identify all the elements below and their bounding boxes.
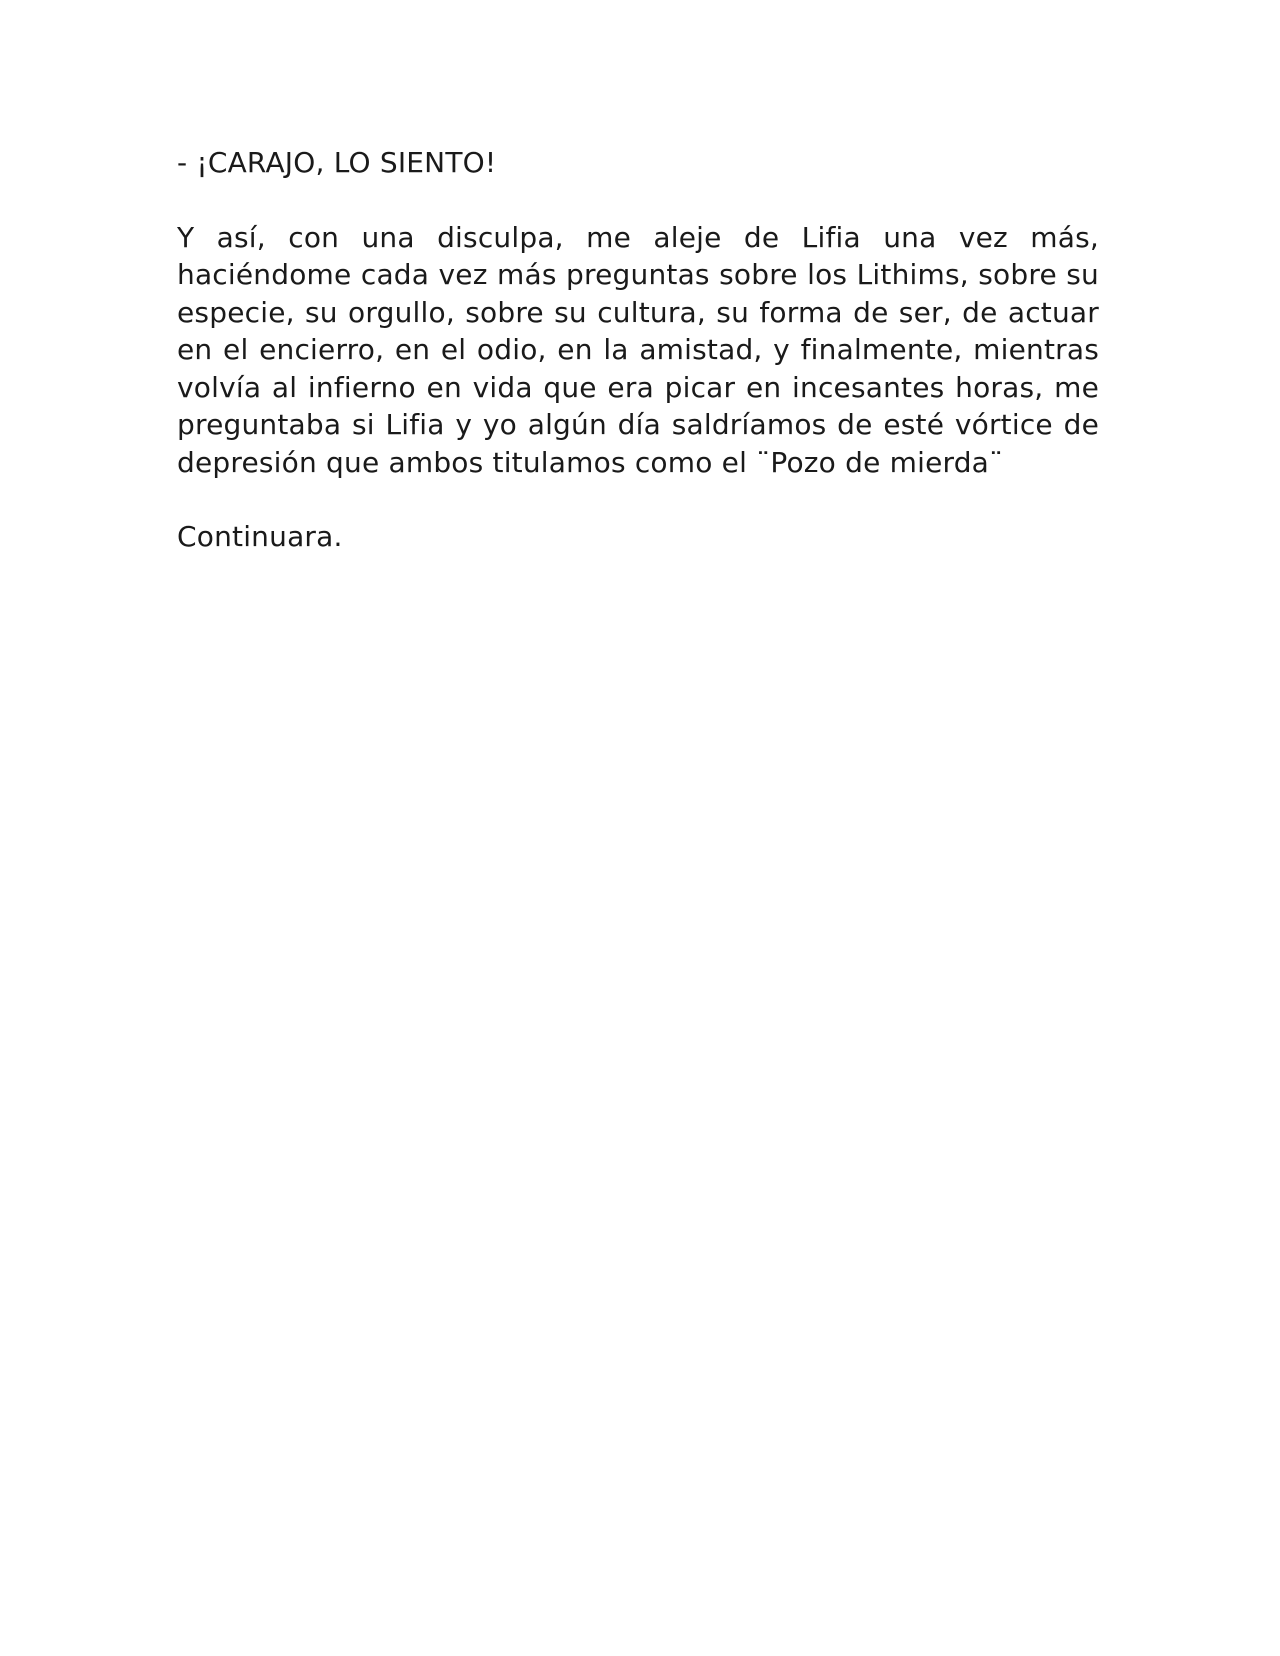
main-paragraph: Y así, con una disculpa, me aleje de Lifia una vez más, haciéndome cada vez más preguntas sobre los Lithims, sobre su especie, su orgullo, sobre su cultura, su forma de ser, de actuar en el encierro, en el odio, en la amistad, y finalmente, mientras volvía al infierno en vida que era picar en incesantes horas, me preguntaba si Lifia y yo algún día saldríamos de esté vórtice de depresión que ambos titulamos como el ¨Pozo de mierda¨ [177,220,1099,479]
exclamation-line: - ¡CARAJO, LO SIENTO! [177,146,497,179]
document-body [177,144,1099,556]
closing-line: Continuara. [177,520,343,553]
paragraph-spacer [177,182,1099,219]
paragraph-spacer [177,481,1099,518]
